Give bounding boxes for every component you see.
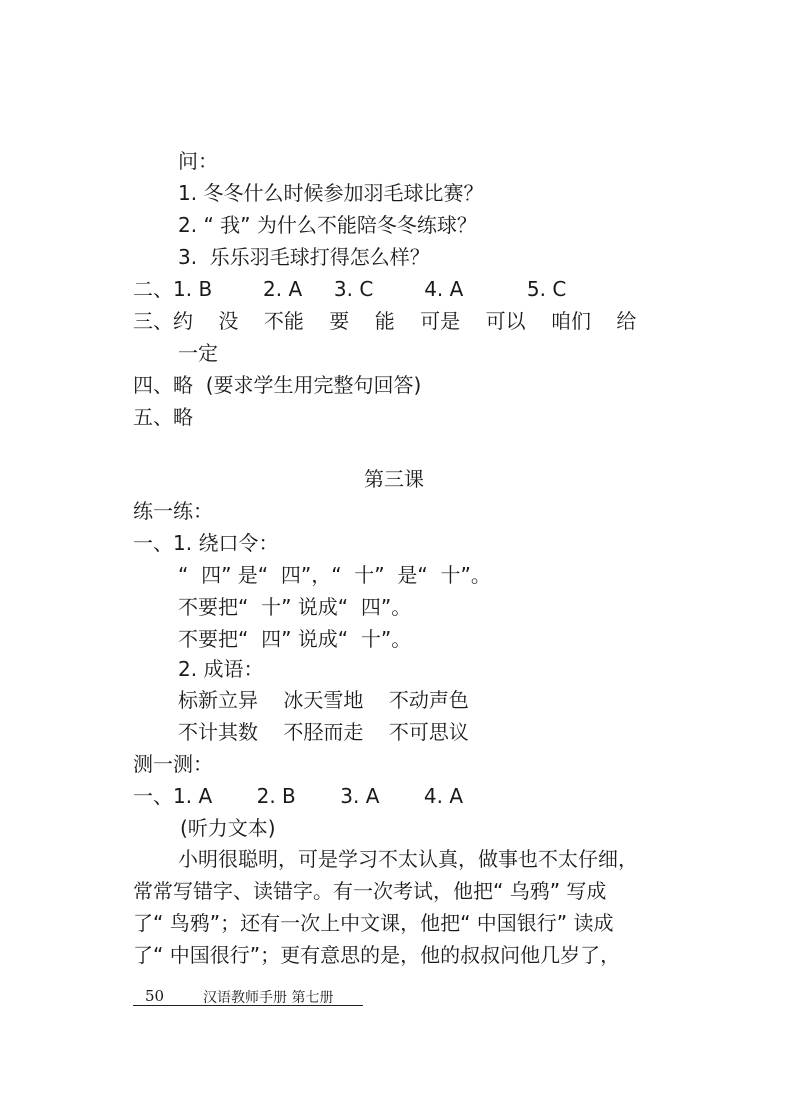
book-title: 汉语教师手册 第七册 — [203, 990, 334, 1006]
paragraph-line: 了“ 鸟鸦”；还有一次上中文课，他把“ 中国银行” 读成 — [133, 911, 614, 935]
text-line: 练一练： — [133, 499, 213, 523]
text-line: 1. 冬冬什么时候参加羽毛球比赛？ — [178, 181, 484, 205]
text-line: 四、略 (要求学生用完整句回答) — [133, 373, 422, 397]
footer-divider — [133, 1005, 363, 1006]
text-line: 五、略 — [133, 405, 193, 429]
text-line: 一、1. 绕口令： — [133, 531, 279, 555]
text-line: 不要把“ 十” 说成“ 四”。 — [178, 595, 412, 619]
paragraph-line: 了“ 中国很行”；更有意思的是，他的叔叔问他几岁了， — [133, 943, 621, 967]
paragraph-line: 小明很聪明，可是学习不太认真，做事也不太仔细， — [178, 847, 638, 871]
text-line: (听力文本) — [180, 816, 276, 840]
text-line: 一定 — [178, 341, 218, 365]
text-line: 不计其数 不胫而走 不可思议 — [178, 720, 469, 744]
text-line: 不要把“ 四” 说成“ 十”。 — [178, 627, 412, 651]
text-line: 二、1. B 2. A 3. C 4. A 5. C — [133, 277, 567, 301]
text-line: “ 四” 是“ 四”，“ 十” 是“ 十”。 — [178, 563, 491, 587]
text-line: 一、1. A 2. B 3. A 4. A — [133, 784, 464, 808]
text-line: 2. 成语： — [178, 657, 264, 681]
text-line: 测一测： — [133, 752, 213, 776]
text-line: 2. “ 我” 为什么不能陪冬冬练球？ — [178, 213, 477, 237]
paragraph-line: 常常写错字、读错字。有一次考试，他把“ 乌鸦” 写成 — [133, 879, 607, 903]
text-line: 问： — [178, 149, 218, 173]
page-number: 50 — [145, 987, 165, 1005]
section-title: 第三课 — [364, 467, 424, 491]
text-line: 标新立异 冰天雪地 不动声色 — [178, 688, 469, 712]
text-line: 三、约 没 不能 要 能 可是 可以 咱们 给 — [133, 309, 637, 333]
text-line: 3. 乐乐羽毛球打得怎么样？ — [178, 245, 430, 269]
